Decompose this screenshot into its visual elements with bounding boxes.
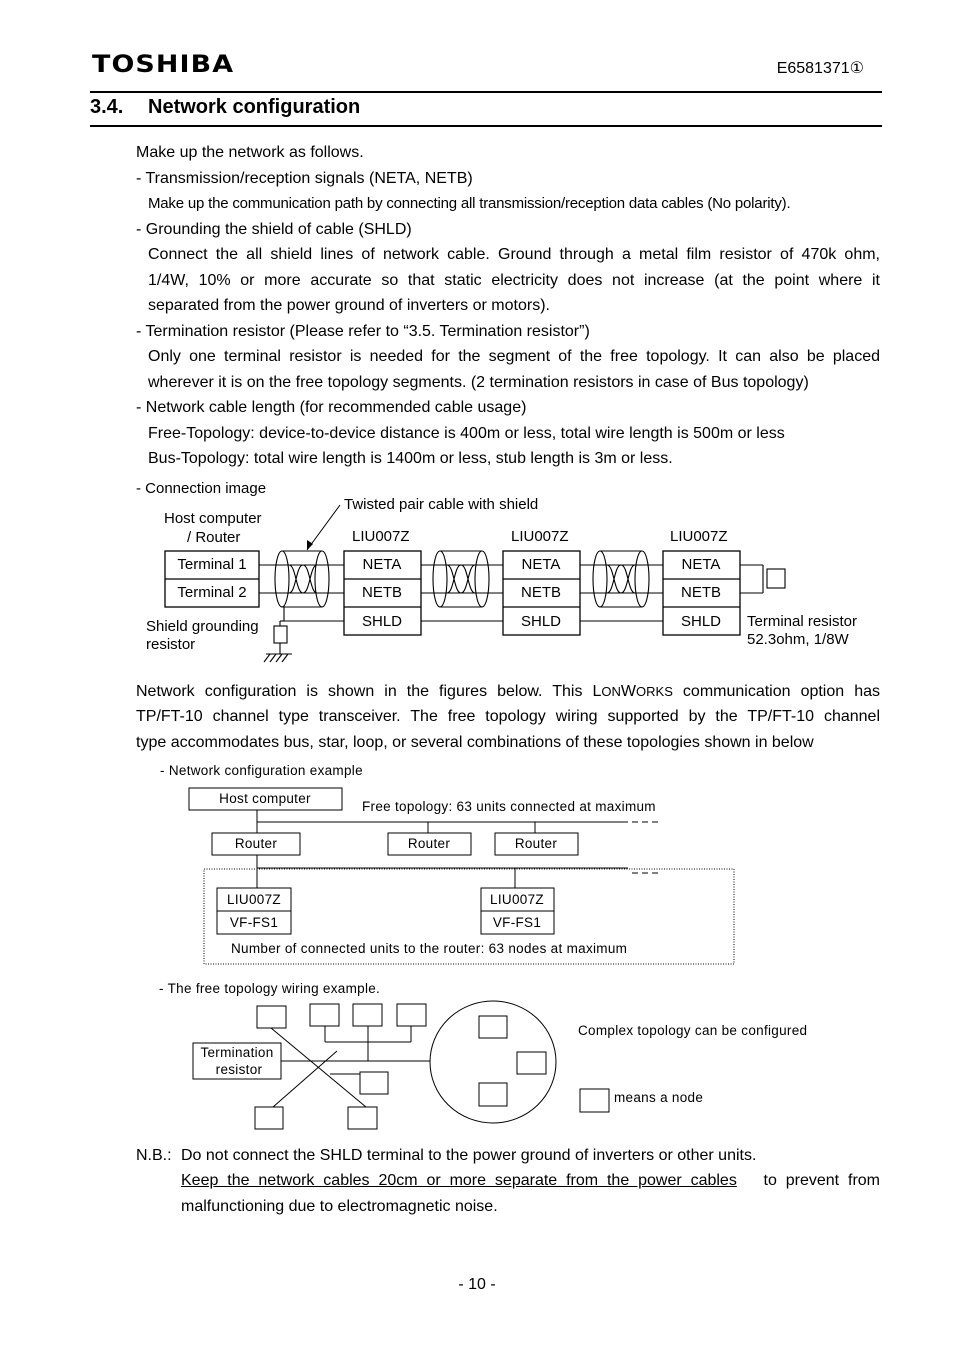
cable-pointer-arrowhead bbox=[307, 540, 313, 550]
node-icon bbox=[517, 1052, 546, 1074]
node-a-liu-label: LIU007Z bbox=[227, 892, 281, 907]
router-1-label: Router bbox=[234, 836, 278, 851]
node-legend-icon bbox=[580, 1089, 609, 1112]
document-number: E6581371① bbox=[776, 60, 864, 77]
node-icon bbox=[479, 1016, 507, 1038]
module-1-neta: NETA bbox=[362, 556, 402, 573]
host-label-router: / Router bbox=[187, 529, 241, 546]
wiring-example-caption: - The free topology wiring example. bbox=[159, 981, 381, 996]
node-icon bbox=[397, 1004, 426, 1026]
node-icon bbox=[257, 1006, 286, 1028]
node-icon bbox=[353, 1004, 382, 1026]
network-text-line-2: TP/FT-10 channel type transceiver. The free topology wiring supported by the TP/FT-10 channel bbox=[136, 708, 880, 725]
network-configuration-diagram bbox=[0, 755, 954, 970]
module-1-name: LIU007Z bbox=[352, 528, 410, 545]
bullet-signals-text: Make up the communication path by connecting all transmission/reception data cables (No polarity). bbox=[148, 195, 791, 212]
termination-label: Termination bbox=[200, 1045, 274, 1060]
node-icon bbox=[479, 1083, 507, 1106]
config-example-caption: - Network configuration example bbox=[160, 763, 363, 778]
node-icon bbox=[255, 1107, 283, 1129]
module-2-name: LIU007Z bbox=[511, 528, 569, 545]
bullet-shield-title: - Grounding the shield of cable (SHLD) bbox=[136, 221, 412, 238]
bullet-length-line-2: Bus-Topology: total wire length is 1400m or less, stub length is 3m or less. bbox=[148, 450, 673, 467]
host-computer-label: Host computer bbox=[219, 791, 311, 806]
connection-image-diagram bbox=[0, 470, 954, 675]
complex-topology-label: Complex topology can be configured bbox=[578, 1023, 808, 1038]
brand-logo: TOSHIBA bbox=[92, 50, 235, 78]
shield-label-2: resistor bbox=[146, 636, 196, 653]
module-2-netb: NETB bbox=[520, 584, 562, 601]
bullet-shield-line-1: Connect the all shield lines of network cable. Ground through a metal film resistor of 470k ohm, bbox=[148, 246, 880, 263]
bullet-termination-line-2: wherever it is on the free topology segments. (2 termination resistors in case of Bus topology) bbox=[148, 374, 809, 391]
module-3-netb: NETB bbox=[680, 584, 722, 601]
bullet-shield-line-3: separated from the power ground of inverters or motors). bbox=[148, 297, 550, 314]
cable-pointer-line bbox=[307, 505, 340, 550]
section-heading bbox=[90, 96, 360, 119]
module-2-neta: NETA bbox=[521, 556, 561, 573]
network-text-line-1: Network configuration is shown in the figures below. This LONWORKS communication option has bbox=[136, 683, 881, 700]
shield-label: Shield grounding bbox=[146, 618, 259, 635]
intro-text: Make up the network as follows. bbox=[136, 144, 364, 161]
node-b-vf-label: VF-FS1 bbox=[492, 915, 542, 930]
bullet-termination-line-1: Only one terminal resistor is needed for the segment of the free topology. It can also be placed bbox=[148, 348, 880, 365]
node-legend-label: means a node bbox=[614, 1090, 704, 1105]
section-rule bbox=[90, 125, 882, 127]
host-terminal-2: Terminal 2 bbox=[177, 584, 247, 601]
node-icon bbox=[348, 1107, 377, 1129]
nb-line-2-rest: to prevent from bbox=[763, 1172, 880, 1189]
termination-label-2: resistor bbox=[215, 1062, 263, 1077]
section-title: Network configuration bbox=[148, 96, 361, 118]
cable-segment-2 bbox=[421, 551, 503, 621]
connection-image-caption: - Connection image bbox=[136, 480, 267, 497]
node-b-liu-label: LIU007Z bbox=[490, 892, 544, 907]
module-3-neta: NETA bbox=[681, 556, 721, 573]
module-3-name: LIU007Z bbox=[670, 528, 728, 545]
router-node-limit-label: Number of connected units to the router: 63 nodes at maximum bbox=[231, 941, 628, 956]
terminal-resistor-symbol bbox=[740, 565, 785, 593]
bullet-length-title: - Network cable length (for recommended cable usage) bbox=[136, 399, 527, 416]
node-icon bbox=[310, 1004, 339, 1026]
router-2-label: Router bbox=[407, 836, 451, 851]
host-label: Host computer bbox=[164, 510, 262, 527]
module-1-shld: SHLD bbox=[361, 613, 403, 630]
router-3-label: Router bbox=[514, 836, 558, 851]
page-number: - 10 - bbox=[458, 1276, 496, 1293]
node-icon bbox=[360, 1072, 388, 1094]
cable-segment-3 bbox=[580, 551, 663, 621]
section-number: 3.4. bbox=[90, 96, 124, 118]
node-a-vf-label: VF-FS1 bbox=[229, 915, 279, 930]
cable-label: Twisted pair cable with shield bbox=[344, 496, 539, 513]
module-2-shld: SHLD bbox=[520, 613, 562, 630]
bullet-termination-title: - Termination resistor (Please refer to “3.5. Termination resistor”) bbox=[136, 323, 590, 340]
header-rule bbox=[90, 91, 882, 93]
nb-line-1: Do not connect the SHLD terminal to the power ground of inverters or other units. bbox=[181, 1147, 757, 1164]
module-3-shld: SHLD bbox=[680, 613, 722, 630]
module-1-netb: NETB bbox=[361, 584, 403, 601]
nb-line-3: malfunctioning due to electromagnetic noise. bbox=[181, 1198, 498, 1215]
network-text-line-3: type accommodates bus, star, loop, or several combinations of these topologies shown in below bbox=[136, 734, 814, 751]
nb-underlined-text: Keep the network cables 20cm or more separate from the power cables bbox=[181, 1172, 737, 1189]
terminal-resistor-label: Terminal resistor bbox=[747, 613, 858, 630]
bullet-signals-title: - Transmission/reception signals (NETA, NETB) bbox=[136, 170, 473, 187]
bullet-shield-line-2: 1/4W, 10% or more accurate so that static electricity does not increase (at the point where it bbox=[148, 272, 880, 289]
nb-label: N.B.: bbox=[136, 1147, 172, 1164]
cable-segment-1 bbox=[259, 551, 344, 621]
host-terminal-1: Terminal 1 bbox=[177, 556, 247, 573]
free-topology-label: Free topology: 63 units connected at maximum bbox=[362, 799, 656, 814]
bullet-length-line-1: Free-Topology: device-to-device distance is 400m or less, total wire length is 500m or less bbox=[148, 425, 785, 442]
nb-line-2 bbox=[181, 1168, 880, 1194]
free-topology-wiring-diagram bbox=[0, 970, 954, 1140]
terminal-resistor-value: 52.3ohm, 1/8W bbox=[747, 631, 849, 648]
shield-grounding-resistor bbox=[264, 621, 292, 662]
loop-topology-ring bbox=[430, 1001, 556, 1123]
